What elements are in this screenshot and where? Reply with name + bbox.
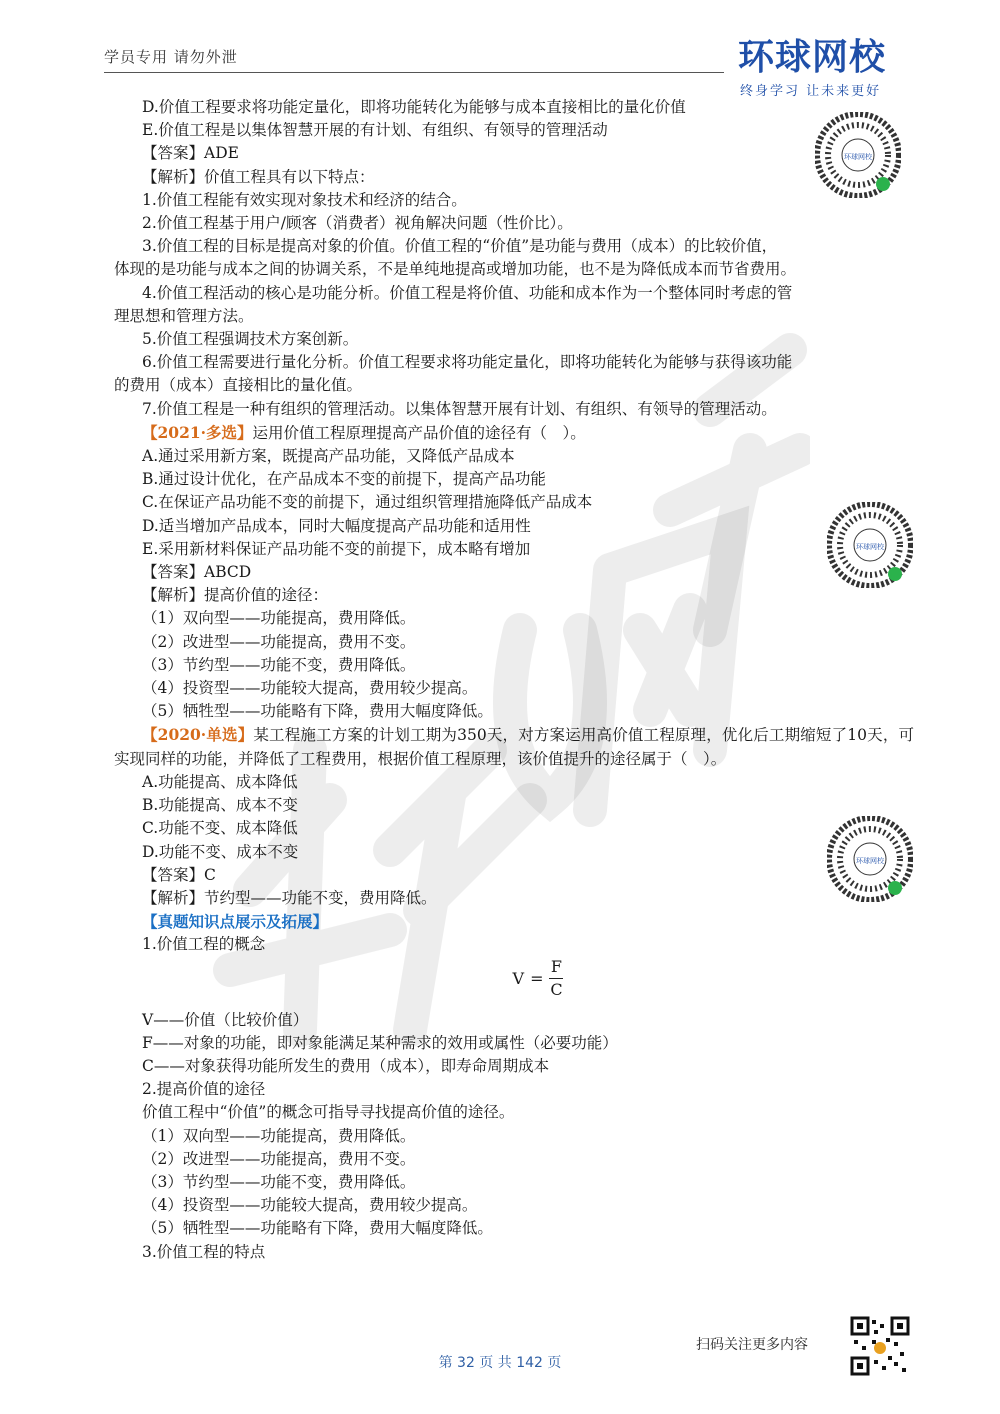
option-line: B.功能提高、成本不变 bbox=[142, 796, 298, 815]
question-text: 某工程施工方案的计划工期为350天，对方案运用高价值工程原理，优化后工期缩短了10天，可实现同样的功能，并降低了工程费用，根据价值工程原理，该价值提升的途径属于（ ）。 bbox=[114, 726, 914, 768]
value-improvement-list bbox=[114, 1125, 914, 1241]
list-item: （1）双向型——功能提高，费用降低。 bbox=[142, 1126, 416, 1145]
question-2021-options bbox=[114, 445, 914, 561]
question-2020-options bbox=[114, 771, 914, 864]
text-line: 的费用（成本）直接相比的量化值。 bbox=[114, 376, 363, 395]
formula-numerator: F bbox=[550, 956, 563, 976]
question-2020-stem bbox=[114, 723, 914, 770]
text-line: 1.价值工程能有效实现对象技术和经济的结合。 bbox=[142, 190, 467, 209]
question-tag: 【2021·多选】 bbox=[142, 422, 253, 442]
analysis-line: （5）牺牲型——功能略有下降，费用大幅度降低。 bbox=[142, 702, 493, 721]
section-title: 3.价值工程的特点 bbox=[142, 1242, 266, 1261]
formula-definitions bbox=[114, 1009, 914, 1079]
list-item: （5）牺牲型——功能略有下降，费用大幅度降低。 bbox=[142, 1219, 493, 1238]
analysis-line: （4）投资型——功能较大提高，费用较少提高。 bbox=[142, 679, 478, 698]
previous-question-continuation bbox=[114, 96, 914, 421]
definition-line: C——对象获得功能所发生的费用（成本），即寿命周期成本 bbox=[142, 1056, 550, 1075]
question-2021-stem bbox=[114, 421, 914, 445]
text-line: 理思想和管理方法。 bbox=[114, 306, 254, 325]
analysis-line: （3）节约型——功能不变，费用降低。 bbox=[142, 655, 416, 674]
text-line: 6.价值工程需要进行量化分析。价值工程要求将功能定量化，即将功能转化为能够与获得该功能 bbox=[142, 353, 793, 372]
footer-scan-prompt: 扫码关注更多内容 bbox=[696, 1337, 808, 1353]
brand-logo bbox=[738, 38, 918, 102]
logo-slogan: 终身学习 让未来更好 bbox=[740, 84, 882, 99]
text-line: 5.价值工程强调技术方案创新。 bbox=[142, 330, 359, 349]
logo-main-text: 环球网校 bbox=[738, 37, 887, 78]
miniprogram-qr-code bbox=[827, 502, 913, 588]
text-line: E.价值工程是以集体智慧开展的有计划、有组织、有领导的管理活动 bbox=[142, 121, 608, 140]
question-2021-analysis-intro: 【解析】提高价值的途径： bbox=[142, 586, 329, 605]
formula-lhs: V bbox=[512, 968, 525, 988]
text-line: 7.价值工程是一种有组织的管理活动。以集体智慧开展有计划、有组织、有领导的管理活动。 bbox=[142, 399, 777, 418]
definition-line: V——价值（比较价值） bbox=[142, 1010, 309, 1029]
formula-denominator: C bbox=[550, 979, 563, 999]
question-2020-analysis: 【解析】节约型——功能不变，费用降低。 bbox=[142, 888, 437, 907]
option-line: C.在保证产品功能不变的前提下，通过组织管理措施降低产品成本 bbox=[142, 493, 593, 512]
analysis-line: （1）双向型——功能提高，费用降低。 bbox=[142, 609, 416, 628]
question-2021-analysis bbox=[114, 607, 914, 723]
definition-line: F——对象的功能，即对象能满足某种需求的效用或属性（必要功能） bbox=[142, 1033, 618, 1052]
section-intro: 价值工程中“价值”的概念可指导寻找提高价值的途径。 bbox=[142, 1103, 515, 1122]
list-item: （2）改进型——功能提高，费用不变。 bbox=[142, 1149, 416, 1168]
section-title: 2.提高价值的途径 bbox=[142, 1080, 266, 1099]
value-formula bbox=[114, 957, 914, 1009]
text-line: 【答案】ADE bbox=[142, 144, 239, 163]
qr-label: 环球网校 bbox=[856, 857, 884, 865]
text-line: 【解析】价值工程具有以下特点： bbox=[142, 167, 375, 186]
option-line: D.功能不变、成本不变 bbox=[142, 842, 299, 861]
formula-equals: = bbox=[530, 968, 544, 988]
option-line: C.功能不变、成本降低 bbox=[142, 819, 298, 838]
analysis-line: （2）改进型——功能提高，费用不变。 bbox=[142, 632, 416, 651]
header-notice: 学员专用 请勿外泄 bbox=[104, 48, 238, 66]
page-number: 第 32 页 共 142 页 bbox=[438, 1355, 562, 1371]
text-line: D.价值工程要求将功能定量化，即将功能转化为能够与成本直接相比的量化价值 bbox=[142, 98, 686, 116]
option-line: E.采用新材料保证产品功能不变的前提下，成本略有增加 bbox=[142, 539, 531, 558]
text-line: 3.价值工程的目标是提高对象的价值。价值工程的“价值”是功能与费用（成本）的比较价值， bbox=[142, 237, 778, 256]
document-body bbox=[114, 96, 914, 1264]
text-line: 体现的是功能与成本之间的协调关系，不是单纯地提高或增加功能，也不是为降低成本而节省费用。 bbox=[114, 260, 797, 279]
question-text: 运用价值工程原理提高产品价值的途径有（ ）。 bbox=[252, 423, 586, 442]
text-line: 2.价值工程基于用户/顾客（消费者）视角解决问题（性价比）。 bbox=[142, 214, 573, 233]
question-tag: 【2020·单选】 bbox=[142, 725, 254, 745]
fraction-bar bbox=[549, 978, 563, 979]
list-item: （3）节约型——功能不变，费用降低。 bbox=[142, 1172, 416, 1191]
option-line: D.适当增加产品成本，同时大幅度提高产品功能和适用性 bbox=[142, 516, 531, 535]
header-divider bbox=[104, 72, 724, 73]
list-item: （4）投资型——功能较大提高，费用较少提高。 bbox=[142, 1196, 478, 1215]
option-line: A.功能提高、成本降低 bbox=[142, 772, 298, 791]
knowledge-heading: 【真题知识点展示及拓展】 bbox=[142, 912, 329, 932]
question-2021-answer: 【答案】ABCD bbox=[142, 563, 252, 582]
text-line: 4.价值工程活动的核心是功能分析。价值工程是将价值、功能和成本作为一个整体同时考虑的管 bbox=[142, 283, 793, 302]
qr-label: 环球网校 bbox=[844, 153, 872, 161]
section-title: 1.价值工程的概念 bbox=[142, 935, 266, 954]
qr-label: 环球网校 bbox=[856, 543, 884, 551]
option-line: B.通过设计优化，在产品成本不变的前提下，提高产品功能 bbox=[142, 470, 546, 489]
miniprogram-qr-code bbox=[827, 816, 913, 902]
question-2020-answer: 【答案】C bbox=[142, 865, 216, 884]
option-line: A.通过采用新方案，既提高产品功能，又降低产品成本 bbox=[142, 447, 515, 466]
miniprogram-qr-code bbox=[815, 112, 901, 198]
